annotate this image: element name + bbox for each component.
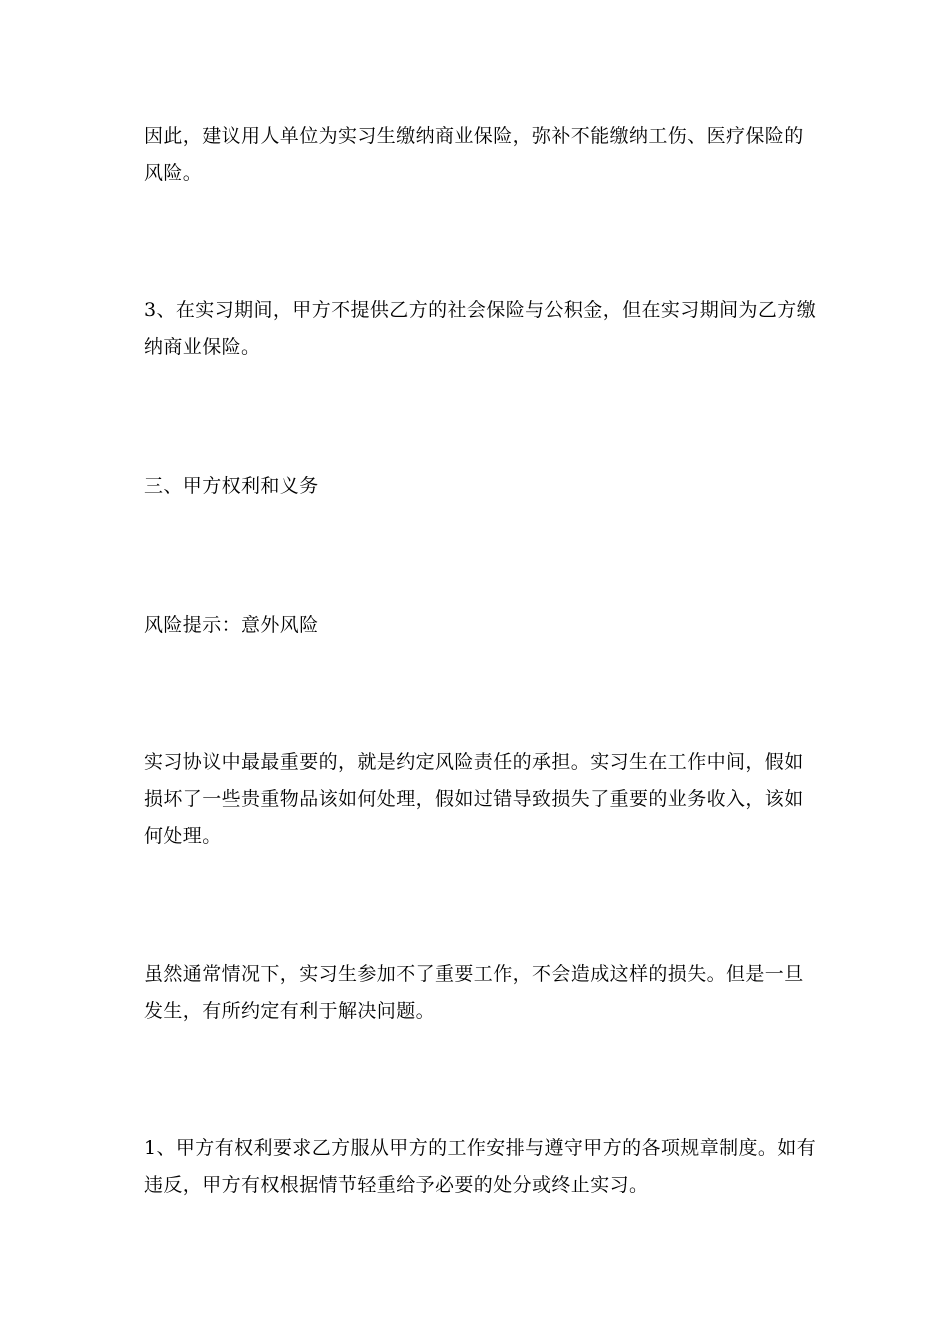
text-line: 风险提示：意外风险 [144, 614, 319, 636]
paragraph-clause-1 [144, 1130, 817, 1204]
risk-tip-heading [144, 607, 814, 644]
text-line: 何处理。 [144, 825, 222, 847]
text-line: 1、甲方有权利要求乙方服从甲方的工作安排与遵守甲方的各项规章制度。如有 [144, 1137, 817, 1159]
text-line: 损坏了一些贵重物品该如何处理，假如过错导致损失了重要的业务收入，该如 [144, 788, 804, 810]
text-line: 虽然通常情况下，实习生参加不了重要工作，不会造成这样的损失。但是一旦 [144, 963, 804, 985]
section-heading [144, 468, 814, 505]
paragraph-insurance-advice [144, 118, 814, 192]
text-line: 因此，建议用人单位为实习生缴纳商业保险，弥补不能缴纳工伤、医疗保险的 [144, 125, 804, 147]
text-line: 纳商业保险。 [144, 336, 261, 358]
text-line: 三、甲方权利和义务 [144, 475, 319, 497]
text-line: 实习协议中最最重要的，就是约定风险责任的承担。实习生在工作中间，假如 [144, 751, 804, 773]
text-line: 违反，甲方有权根据情节轻重给予必要的处分或终止实习。 [144, 1174, 649, 1196]
paragraph-clause-3 [144, 292, 817, 366]
text-line: 发生，有所约定有利于解决问题。 [144, 1000, 436, 1022]
paragraph-loss-agreement [144, 956, 814, 1030]
text-line: 3、在实习期间，甲方不提供乙方的社会保险与公积金，但在实习期间为乙方缴 [144, 299, 817, 321]
text-line: 风险。 [144, 162, 203, 184]
paragraph-risk-responsibility [144, 744, 814, 855]
